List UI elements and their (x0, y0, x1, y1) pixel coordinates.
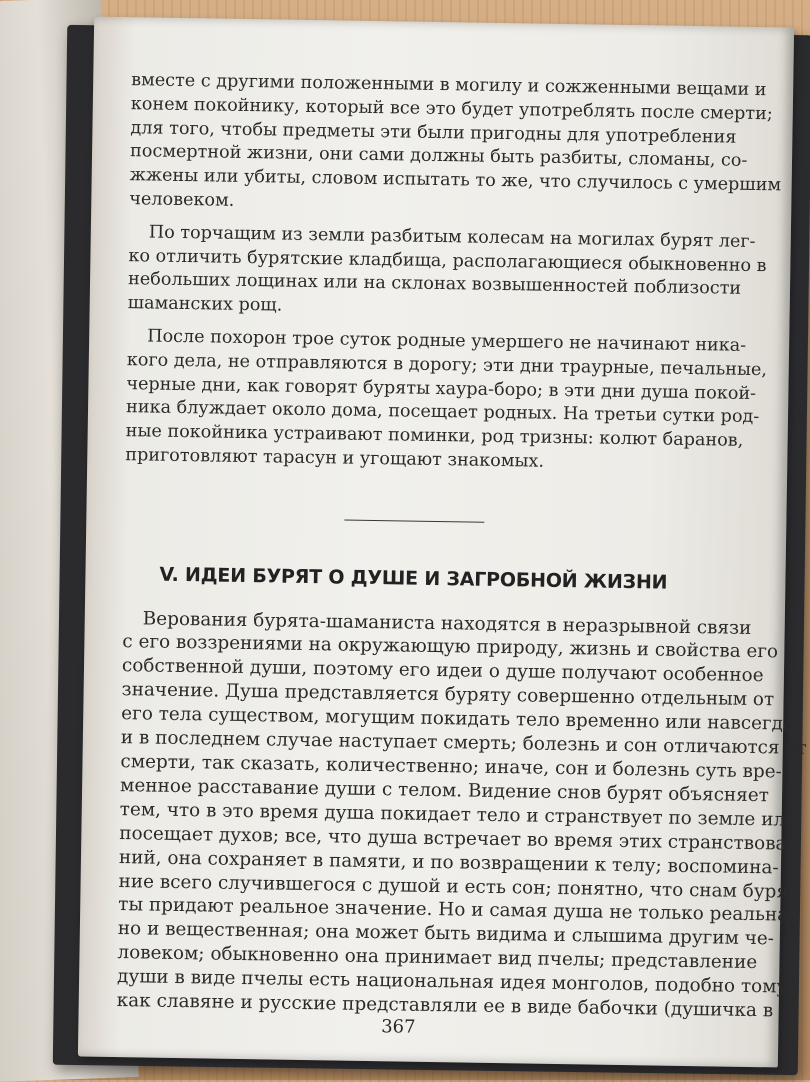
page-number: 367 (381, 1016, 416, 1038)
text-line: души в виде пчелы есть национальная идея монголов, подобно тому, (116, 966, 794, 998)
text-line: небольших лощинах или на склонах возвышенностей поблизости (127, 269, 742, 300)
text-line: его тела существом, могущим покидать тело временно или навсегда, (121, 703, 800, 735)
text-line: менное расставание души с телом. Видение снов бурят объясняет (119, 774, 770, 807)
text-line: собственной души, поэтому его идеи о душе получают особенное (121, 655, 764, 687)
text-line: приготовляют тарасун и угощают знакомых. (125, 445, 545, 472)
paragraph-1 (129, 69, 782, 221)
text-line: ника блуждает около дома, посещает родных. На третьи сутки род- (125, 397, 760, 428)
text-line: жжены или убиты, словом испытать то же, что случилось с умершим (129, 165, 782, 196)
text-line: По торчащим из земли разбитым колесам на могилах бурят лег- (148, 222, 756, 252)
section-heading: V. ИДЕИ БУРЯТ О ДУШЕ И ЗАГРОБНОЙ ЖИЗНИ (159, 563, 668, 594)
text-line: ловеком; обыкновенно она принимает вид пчелы; представление (117, 942, 758, 974)
text-line: смерти, так сказать, количественно; иначе, сон и болезнь суть вре- (120, 751, 783, 783)
text-line: ные покойника устраивают поминки, род тризны: колют баранов, (125, 421, 744, 451)
text-line: После похорон трое суток родные умершего не начинают ника- (147, 326, 747, 356)
page-text (116, 69, 807, 1022)
text-line: вместе с другими положенными в могилу и сожженными вещами и (131, 70, 767, 101)
text-line: человеком. (129, 189, 235, 211)
text-line: ний, она сохраняет в памяти, и по возвращении к телу; воспомина- (118, 846, 779, 879)
paragraph-4 (116, 607, 807, 1022)
text-line: ко отличить бурятские кладбища, располагающиеся обыкновенно в (128, 245, 767, 276)
text-line: тем, что в это время душа покидает тело и странствует по земле или (119, 798, 798, 831)
text-line: посмертной жизни, они сами должны быть разбиты, сломаны, со- (129, 141, 748, 172)
text-line: посещает духов; все, что душа встречает во время этих странствова- (119, 822, 793, 855)
text-line: черные дни, как говорят буряты хаура-боро; в эти дни душа покой- (126, 373, 757, 404)
text-line: ты придают реальное значение. Но и самая душа не только реальна, (118, 894, 795, 927)
text-line: для того, чтобы предметы эти были пригодны для употребления (130, 117, 737, 148)
text-line: и в последнем случае наступает смерть; болезнь и сон отличаются от (120, 727, 807, 759)
text-line: ние всего случившегося с душой и есть сон; понятно, что снам буря- (118, 870, 795, 903)
text-line: шаманских рощ. (127, 293, 283, 316)
text-line: значение. Душа представляется буряту совершенно отдельным от (121, 679, 775, 711)
paragraph-2 (127, 221, 767, 325)
book-page (78, 17, 807, 1068)
text-line: как славяне и русские представляли ее в виде бабочки (душичка в (116, 990, 774, 1022)
text-line: с его воззрениями на окружающую природу, жизнь и свойства его (122, 631, 779, 663)
text-line: кого дела, не отправляются в дорогу; эти дни траурные, печальные, (126, 349, 768, 380)
paragraph-3 (125, 325, 768, 477)
text-line: конем покойнику, который все это будет употреблять после смерти; (130, 93, 773, 125)
section-divider (344, 519, 484, 522)
text-line: но и вещественная; она может быть видима и слышима другим че- (117, 918, 775, 950)
text-line: Верования бурята-шаманиста находятся в неразрывной связи (142, 607, 752, 639)
